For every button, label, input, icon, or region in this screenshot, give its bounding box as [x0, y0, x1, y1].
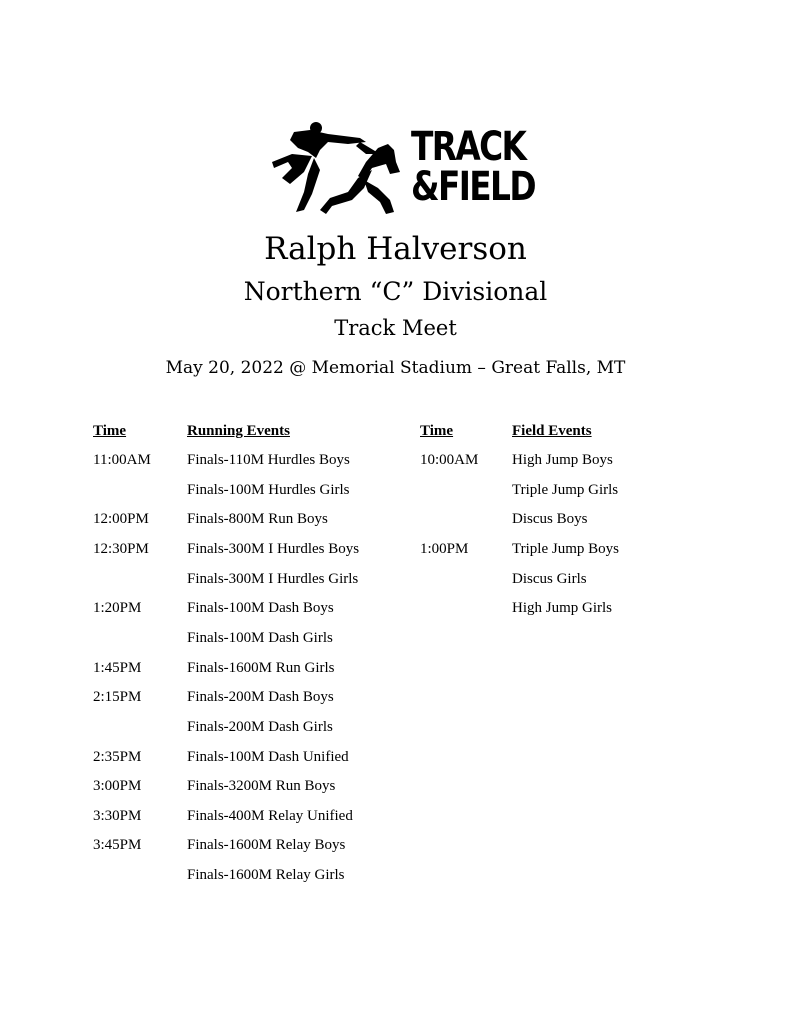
- running-time: 1:45PM: [93, 659, 142, 676]
- field-event: High Jump Boys: [512, 452, 613, 468]
- running-event: Finals-300M I Hurdles Boys: [187, 540, 360, 557]
- title-event: Track Meet: [334, 316, 457, 340]
- running-time: 3:30PM: [93, 807, 142, 824]
- title-division: Northern “C” Divisional: [243, 277, 548, 306]
- field-event: High Jump Girls: [512, 600, 613, 617]
- running-time: 3:45PM: [93, 837, 142, 854]
- running-time: 2:15PM: [93, 689, 142, 706]
- running-event: Finals-100M Dash Boys: [187, 600, 334, 617]
- running-time: 11:00AM: [93, 452, 151, 468]
- running-event: Finals-100M Dash Girls: [187, 629, 333, 646]
- running-time: 12:30PM: [93, 540, 149, 557]
- logo-text-track: TRACK: [411, 124, 526, 170]
- running-event: Finals-1600M Relay Girls: [187, 867, 345, 884]
- running-event: Finals-400M Relay Unified: [187, 807, 353, 824]
- running-event: Finals-110M Hurdles Boys: [187, 452, 350, 468]
- running-event: Finals-3200M Run Boys: [187, 778, 336, 795]
- running-time: 12:00PM: [93, 511, 149, 528]
- logo-text-field: &FIELD: [411, 164, 535, 210]
- running-time: 2:35PM: [93, 748, 142, 765]
- running-event: Finals-1600M Run Girls: [187, 659, 335, 676]
- field-events-header: Field Events: [512, 423, 592, 439]
- field-event: Discus Girls: [512, 570, 587, 587]
- running-events-header: Running Events: [187, 423, 290, 439]
- field-time-header: Time: [420, 423, 454, 439]
- running-time: 3:00PM: [93, 778, 142, 795]
- field-event: Triple Jump Boys: [512, 540, 619, 557]
- running-event: Finals-800M Run Boys: [187, 511, 328, 528]
- title-date-place: May 20, 2022 @ Memorial Stadium – Great Falls, MT: [165, 358, 626, 378]
- field-time: 1:00PM: [420, 540, 469, 557]
- running-event: Finals-200M Dash Boys: [187, 689, 334, 706]
- field-time: 10:00AM: [420, 452, 479, 468]
- running-time-header: Time: [93, 423, 127, 439]
- running-event: Finals-300M I Hurdles Girls: [187, 570, 359, 587]
- running-event: Finals-200M Dash Girls: [187, 718, 333, 735]
- running-time: 1:20PM: [93, 600, 142, 617]
- field-event: Triple Jump Girls: [512, 481, 619, 498]
- running-event: Finals-100M Dash Unified: [187, 748, 349, 765]
- running-event: Finals-1600M Relay Boys: [187, 837, 346, 854]
- field-event: Discus Boys: [512, 511, 588, 528]
- title-name: Ralph Halverson: [264, 231, 527, 267]
- running-event: Finals-100M Hurdles Girls: [187, 481, 350, 498]
